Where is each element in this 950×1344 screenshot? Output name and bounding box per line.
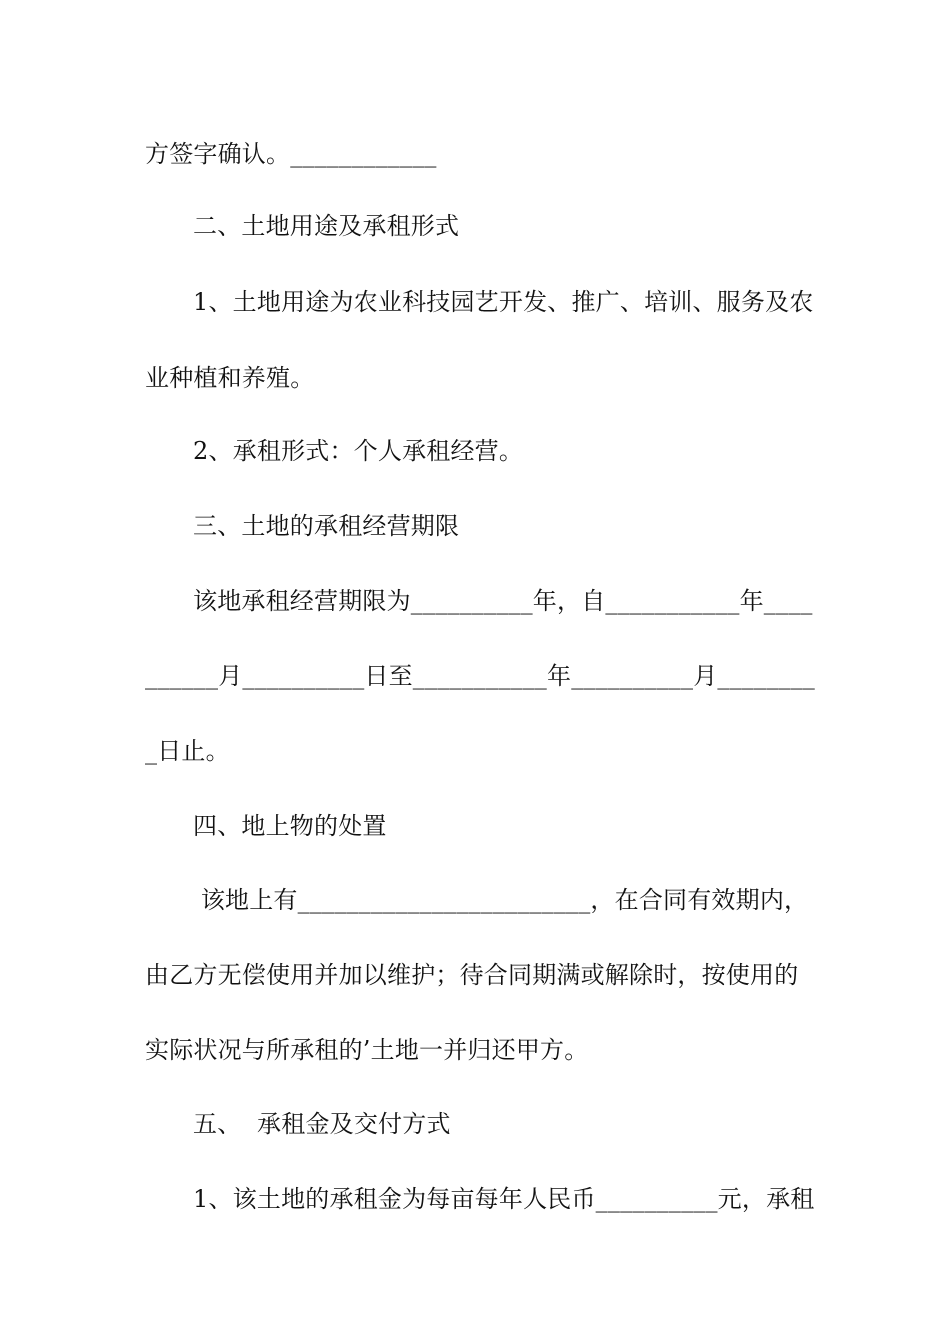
paragraph-ground-objects-line-1: 该地上有________________________，在合同有效期内，: [193, 886, 809, 914]
text-line-signature-confirmation: 方签字确认。____________: [145, 140, 437, 168]
paragraph-land-use-line-2: 业种植和养殖。: [145, 364, 315, 392]
paragraph-ground-objects-line-3: 实际状况与所承租的’土地一并归还甲方。: [145, 1036, 589, 1064]
section-heading-ground-objects: 四、地上物的处置: [193, 812, 387, 840]
paragraph-ground-objects-line-2: 由乙方无偿使用并加以维护；待合同期满或解除时，按使用的: [145, 961, 799, 989]
section-heading-rent-payment: 五、 承租金及交付方式: [193, 1110, 451, 1138]
paragraph-lease-term-line-2: ______月__________日至___________年__________月________: [145, 662, 815, 690]
paragraph-lease-term-line-1: 该地承租经营期限为__________年，自___________年____: [193, 587, 813, 615]
paragraph-land-use-line-1: 1、土地用途为农业科技园艺开发、推广、培训、服务及农: [193, 288, 814, 316]
paragraph-rent-amount-line-1: 1、该土地的承租金为每亩每年人民币__________元，承租: [193, 1185, 815, 1213]
paragraph-lease-term-line-3: _日止。: [145, 737, 230, 765]
section-heading-land-use: 二、土地用途及承租形式: [193, 212, 460, 240]
paragraph-lease-form: 2、承租形式：个人承租经营。: [193, 437, 524, 465]
section-heading-lease-term: 三、土地的承租经营期限: [193, 512, 460, 540]
